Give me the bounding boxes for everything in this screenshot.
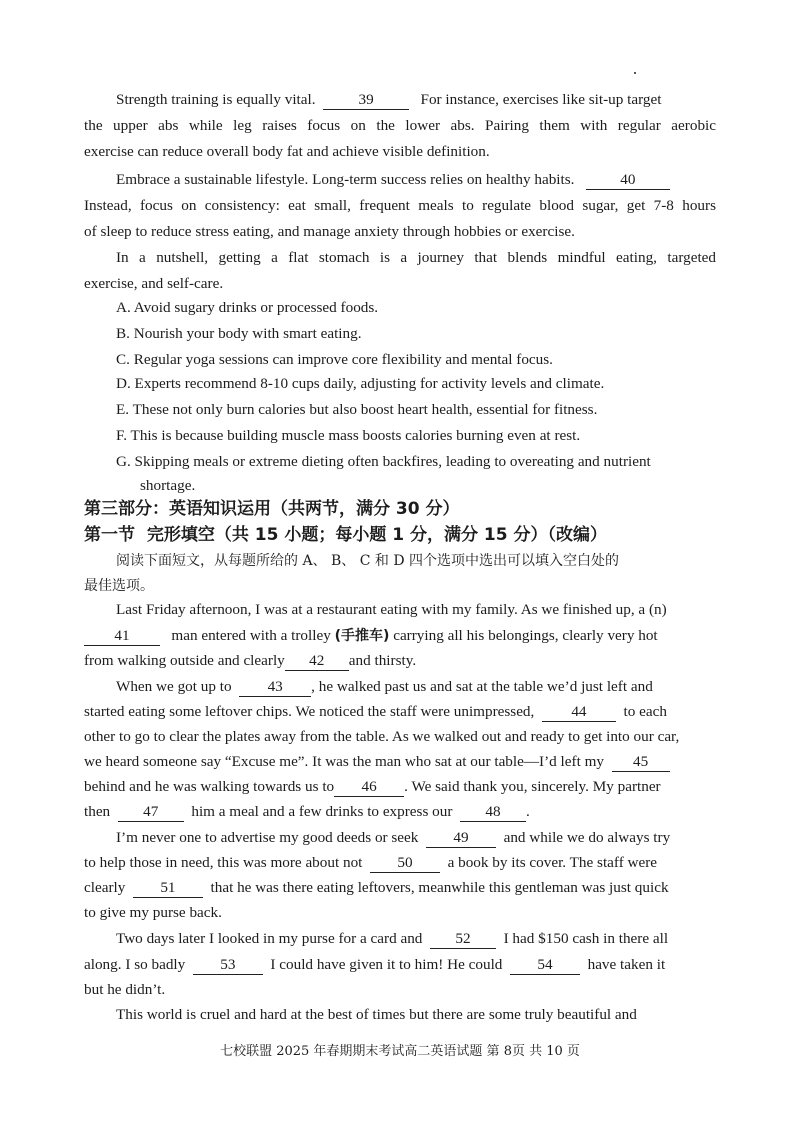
instruction-line1: 阅读下面短文，从每题所给的 A、 B、 C 和 D 四个选项中选出可以填入空白处的 xyxy=(116,553,620,569)
page-footer: 七校联盟 2025 年春期期末考试高二英语试题 第 8页 共 10 页 xyxy=(220,1044,580,1059)
blank-42[interactable]: 42 xyxy=(285,652,349,671)
blank-53[interactable]: 53 xyxy=(193,956,263,975)
blank-43[interactable]: 43 xyxy=(239,678,311,697)
cloze-p4-line1: Two days later I looked in my purse for a card and 52 I had $150 cash in there all xyxy=(116,930,669,947)
cloze-p2-line5: behind and he was walking towards us to 46 . We said thank you, sincerely. My partner xyxy=(84,778,661,795)
blank-48[interactable]: 48 xyxy=(460,803,526,822)
cloze-p4-line3: but he didn’t. xyxy=(84,981,166,998)
cloze-p2-line1: When we got up to 43 , he walked past us and sat at the table we’d just left and xyxy=(116,678,653,695)
p3-line2: exercise, and self-care. xyxy=(84,275,224,292)
section-subtitle: 第一节 完形填空（共 15 小题；每小题 1 分，满分 15 分）（改编） xyxy=(84,525,607,545)
blank-50[interactable]: 50 xyxy=(370,854,440,873)
blank-46[interactable]: 46 xyxy=(334,778,404,797)
blank-47[interactable]: 47 xyxy=(118,803,184,822)
option-e: E. These not only burn calories but also boost heart health, essential for fitness. xyxy=(116,401,598,418)
blank-45[interactable]: 45 xyxy=(612,753,670,772)
cloze-p2-line6: then 47 him a meal and a few drinks to express our 48 . xyxy=(84,803,530,820)
option-c: C. Regular yoga sessions can improve core flexibility and mental focus. xyxy=(116,351,553,368)
p2-line2: Instead, focus on consistency: eat small, frequent meals to regulate blood sugar, get 7-8 hours xyxy=(84,197,716,214)
cloze-p2-line4: we heard someone say “Excuse me”. It was the man who sat at our table—I’d left my 45 xyxy=(84,750,800,774)
cloze-p3-line2: to help those in need, this was more about not 50 a book by its cover. The staff were xyxy=(84,854,658,871)
cloze-p3-line1: I’m never one to advertise my good deeds or seek 49 and while we do always try xyxy=(116,829,671,846)
cloze-p4-line2: along. I so badly 53 I could have given it to him! He could 54 have taken it xyxy=(84,956,666,973)
blank-52[interactable]: 52 xyxy=(430,930,496,949)
cloze-p1-line1: Last Friday afternoon, I was at a restaurant eating with my family. As we finished up, a (n) xyxy=(116,601,667,618)
blank-39[interactable]: 39 xyxy=(323,91,409,110)
option-g: G. Skipping meals or extreme dieting often backfires, leading to overeating and nutrient xyxy=(116,453,651,470)
p3-line1: In a nutshell, getting a flat stomach is a journey that blends mindful eating, targeted xyxy=(116,249,716,266)
option-f: F. This is because building muscle mass boosts calories burning even at rest. xyxy=(116,427,581,444)
option-a: A. Avoid sugary drinks or processed foods. xyxy=(116,299,379,316)
instruction-line2: 最佳选项。 xyxy=(84,578,154,594)
cloze-p1-line2: 41 man entered with a trolley (手推车) carrying all his belongings, clearly very hot xyxy=(84,624,724,648)
p2-line3: of sleep to reduce stress eating, and manage anxiety through hobbies or exercise. xyxy=(84,223,575,240)
blank-54[interactable]: 54 xyxy=(510,956,580,975)
p2-line1: Embrace a sustainable lifestyle. Long-term success relies on healthy habits. 40 xyxy=(116,168,716,192)
blank-44[interactable]: 44 xyxy=(542,703,616,722)
option-d: D. Experts recommend 8-10 cups daily, adjusting for activity levels and climate. xyxy=(116,375,605,392)
cloze-p2-line2: started eating some leftover chips. We noticed the staff were unimpressed, 44 to each xyxy=(84,703,667,720)
p1-line1: Strength training is equally vital. 39 For instance, exercises like sit-up target xyxy=(116,91,662,108)
blank-41[interactable]: 41 xyxy=(84,627,160,646)
cloze-p2-line3: other to go to clear the plates away from the table. As we walked out and ready to get into our car, xyxy=(84,728,680,745)
cloze-p5-line1: This world is cruel and hard at the best of times but there are some truly beautiful and xyxy=(116,1006,637,1023)
p1-line2: the upper abs while leg raises focus on the lower abs. Pairing them with regular aerobic xyxy=(84,117,716,134)
p1-line3: exercise can reduce overall body fat and achieve visible definition. xyxy=(84,143,490,160)
blank-49[interactable]: 49 xyxy=(426,829,496,848)
cloze-p3-line3: clearly 51 that he was there eating leftovers, meanwhile this gentleman was just quick xyxy=(84,879,669,896)
scan-speck xyxy=(634,72,636,74)
section-title: 第三部分：英语知识运用（共两节，满分 30 分） xyxy=(84,499,460,519)
blank-51[interactable]: 51 xyxy=(133,879,203,898)
option-g-continued: shortage. xyxy=(140,477,196,494)
option-b: B. Nourish your body with smart eating. xyxy=(116,325,362,342)
cloze-p3-line4: to give my purse back. xyxy=(84,904,222,921)
blank-40[interactable]: 40 xyxy=(586,171,670,190)
cloze-p1-line3: from walking outside and clearly 42 and thirsty. xyxy=(84,652,417,669)
